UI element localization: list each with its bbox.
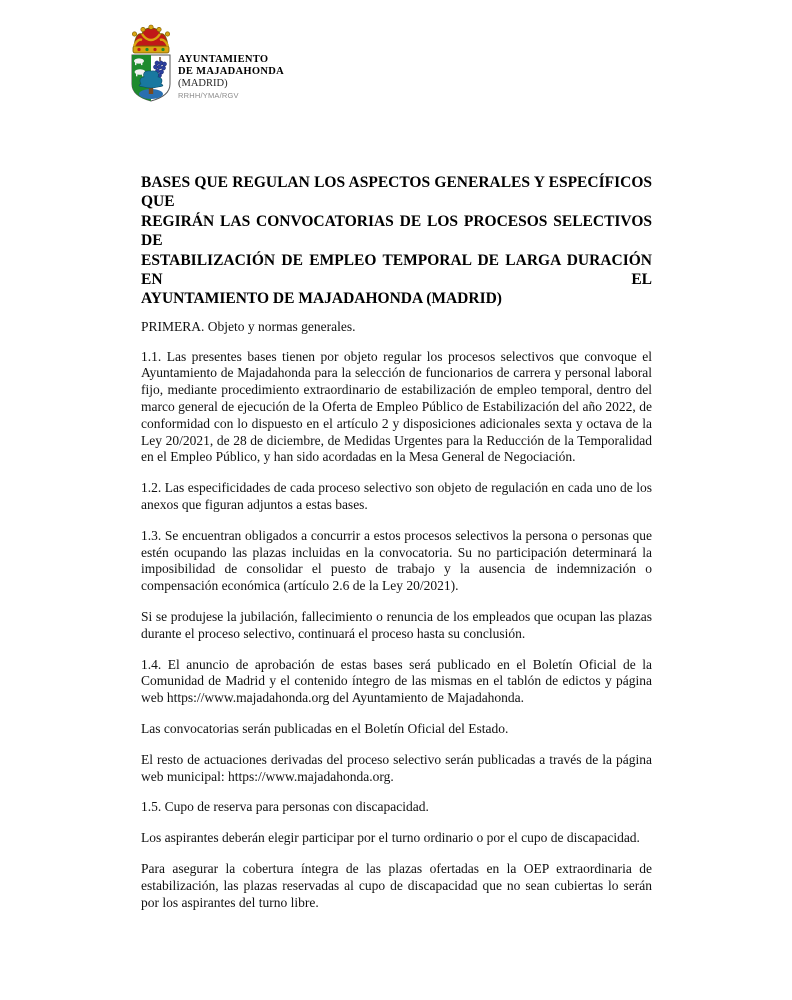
document-body [141, 349, 652, 912]
coat-of-arms-logo [128, 22, 174, 102]
paragraph: 1.2. Las especificidades de cada proceso selectivo son objeto de regulación en cada uno de los anexos que figuran adjuntos a estas bases. [141, 480, 652, 513]
paragraph: 1.4. El anuncio de aprobación de estas bases será publicado en el Boletín Oficial de la Comunidad de Madrid y el contenido íntegro de las mismas en el tablón de edictos y página web https://www.majadahonda.org del Ayuntamiento de Majadahonda. [141, 656, 652, 706]
org-name-block [178, 54, 284, 102]
org-name-line2: DE MAJADAHONDA [178, 66, 284, 77]
title-line: ESTABILIZACIÓN DE EMPLEO TEMPORAL DE LARGA DURACIÓN EN EL [141, 251, 652, 289]
department-code: RRHH/YMA/RGV [178, 91, 239, 100]
org-name-line1: AYUNTAMIENTO [178, 54, 269, 65]
document-content [141, 173, 652, 925]
shield-icon [132, 55, 170, 101]
letterhead [128, 22, 284, 102]
paragraph: Las convocatorias serán publicadas en el Boletín Oficial del Estado. [141, 720, 509, 736]
paragraph: El resto de actuaciones derivadas del proceso selectivo serán publicadas a través de la página web municipal: https://www.majadahonda.org. [141, 751, 652, 784]
paragraph: Para asegurar la cobertura íntegra de las plazas ofertadas en la OEP extraordinaria de estabilización, las plazas reservadas al cupo de discapacidad que no sean cubiertas lo serán por los aspirantes del turno libre. [141, 860, 652, 910]
paragraph: Los aspirantes deberán elegir participar por el turno ordinario o por el cupo de discapacidad. [141, 830, 640, 846]
section-heading: PRIMERA. Objeto y normas generales. [141, 318, 356, 334]
paragraph: 1.5. Cupo de reserva para personas con discapacidad. [141, 799, 429, 815]
paragraph: 1.1. Las presentes bases tienen por objeto regular los procesos selectivos que convoque el Ayuntamiento de Majadahonda para la selección de funcionarios de carrera y personal laboral fijo, mediante procedimiento extraordinario de estabilización de empleo temporal, dentro del marco general de ejecución de la Oferta de Empleo Público de Estabilización del año 2022, de conformidad con lo dispuesto en el artículo 2 y disposiciones adicionales sexta y octava de la Ley 20/2021, de 28 de diciembre, de Medidas Urgentes para la Reducción de la Temporalidad en el Empleo Público, y han sido acordadas en la Mesa General de Negociación. [141, 348, 652, 465]
document-title [141, 173, 652, 309]
org-name-line3: (MADRID) [178, 78, 228, 89]
title-line: AYUNTAMIENTO DE MAJADAHONDA (MADRID) [141, 290, 502, 308]
paragraph: Si se produjese la jubilación, fallecimiento o renuncia de los empleados que ocupan las plazas durante el proceso selectivo, continuará el proceso hasta su conclusión. [141, 609, 652, 641]
title-line: REGIRÁN LAS CONVOCATORIAS DE LOS PROCESOS SELECTIVOS DE [141, 212, 652, 250]
title-line: BASES QUE REGULAN LOS ASPECTOS GENERALES Y ESPECÍFICOS QUE [141, 174, 652, 211]
paragraph: 1.3. Se encuentran obligados a concurrir a estos procesos selectivos la persona o personas que estén ocupando las plazas incluidas en la convocatoria. Su no participación determinará la imposibilidad de consolidar el puesto de trabajo y la ausencia de indemnización o compensación económica (artículo 2.6 de la Ley 20/2021). [141, 527, 652, 594]
crown-icon [132, 25, 169, 53]
